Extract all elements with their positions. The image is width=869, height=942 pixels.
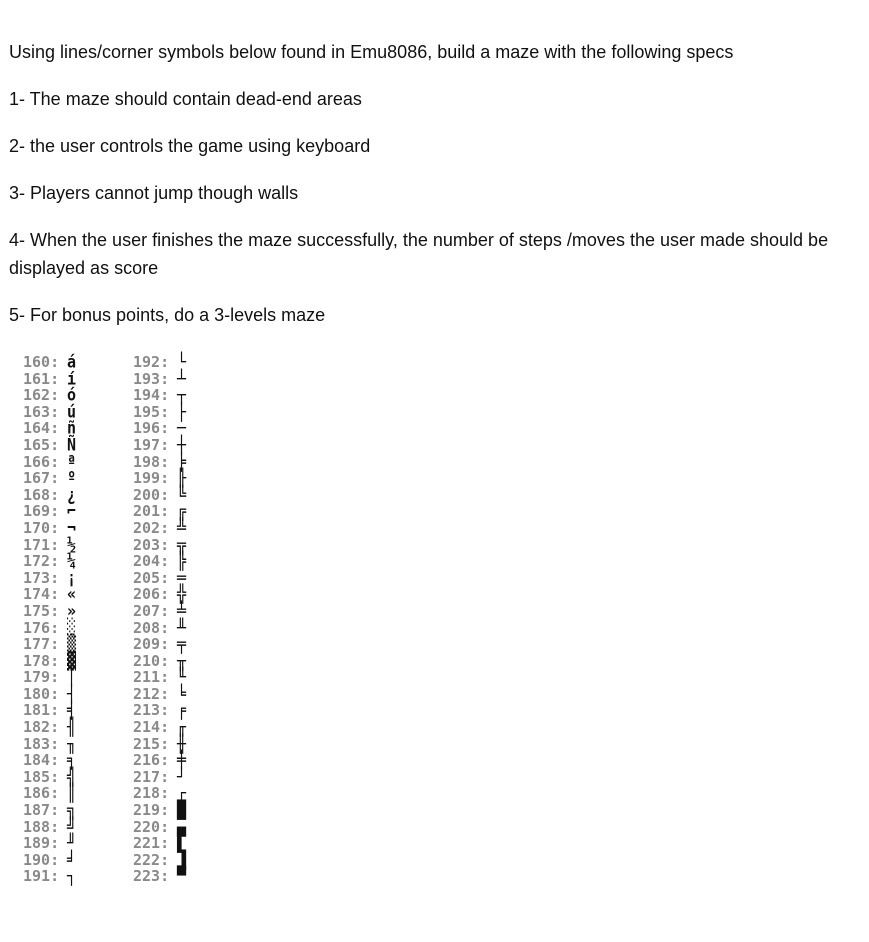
symbol-code: 213: xyxy=(133,701,170,720)
symbol-code: 215: xyxy=(133,734,170,753)
symbol-glyph: ├ xyxy=(177,401,187,423)
symbol-code: 218: xyxy=(133,784,170,803)
symbol-glyph: █ xyxy=(177,799,187,821)
symbol-code: 186: xyxy=(23,784,60,803)
symbol-code: 207: xyxy=(133,601,170,620)
symbol-row xyxy=(133,832,199,854)
symbol-row xyxy=(133,749,199,771)
symbol-code: 212: xyxy=(133,684,170,703)
symbol-glyph: ╛ xyxy=(67,849,77,871)
symbol-glyph: ╚ xyxy=(177,484,187,506)
symbol-code: 161: xyxy=(23,369,60,388)
symbol-row xyxy=(133,702,199,719)
spec-score: 4- When the user finishes the maze successfully, the number of steps /moves the user made should be displayed as score xyxy=(9,230,829,278)
symbol-code: 206: xyxy=(133,585,170,604)
symbol-code: 175: xyxy=(23,601,60,620)
symbol-row xyxy=(23,451,89,472)
spec-keyboard-control: 2- the user controls the game using keyboard xyxy=(9,136,371,156)
symbol-glyph: ┴ xyxy=(177,368,187,389)
symbol-glyph: ╤ xyxy=(177,633,187,655)
symbol-glyph: ú xyxy=(67,401,77,423)
symbol-glyph: ╜ xyxy=(67,832,77,854)
symbol-code: 177: xyxy=(23,635,60,654)
symbol-glyph: ╒ xyxy=(177,700,187,721)
symbol-code: 160: xyxy=(23,353,60,371)
symbol-row xyxy=(133,799,199,821)
symbol-code: 210: xyxy=(133,651,170,670)
symbol-glyph: ▄ xyxy=(177,816,187,837)
symbol-glyph: ╧ xyxy=(177,600,187,622)
symbol-glyph: ╦ xyxy=(177,534,187,555)
symbol-glyph: » xyxy=(67,600,77,622)
symbol-glyph: ▓ xyxy=(67,650,77,671)
symbol-code: 185: xyxy=(23,767,60,786)
symbol-glyph: └ xyxy=(177,351,187,373)
symbol-glyph: ░ xyxy=(67,617,77,638)
symbol-code: 169: xyxy=(23,502,60,521)
symbol-code: 179: xyxy=(23,668,60,687)
symbol-code: 192: xyxy=(133,353,170,371)
symbol-glyph: ñ xyxy=(67,417,77,439)
symbol-code: 220: xyxy=(133,817,170,836)
symbol-glyph: ╠ xyxy=(177,550,187,572)
symbol-row xyxy=(23,534,89,555)
symbol-glyph: ┐ xyxy=(67,866,77,887)
symbol-row xyxy=(23,868,89,885)
symbol-glyph: ╥ xyxy=(177,650,187,671)
symbol-glyph: ╓ xyxy=(177,716,187,738)
symbol-row xyxy=(133,733,199,754)
symbol-code: 196: xyxy=(133,419,170,438)
symbol-code: 172: xyxy=(23,552,60,571)
symbol-code: 167: xyxy=(23,469,60,488)
symbol-code: 208: xyxy=(133,618,170,637)
symbol-glyph: ╖ xyxy=(67,733,77,754)
symbol-row xyxy=(133,467,199,489)
symbol-glyph: ╙ xyxy=(177,666,187,688)
symbol-code: 187: xyxy=(23,801,60,820)
symbol-glyph: ╞ xyxy=(177,451,187,472)
symbol-glyph: « xyxy=(67,583,77,605)
symbol-glyph: ╩ xyxy=(177,517,187,539)
symbol-glyph: ╕ xyxy=(67,749,77,771)
symbol-row xyxy=(133,351,199,373)
symbol-row xyxy=(23,434,89,456)
symbol-glyph: ╢ xyxy=(67,716,77,738)
symbol-row xyxy=(133,534,199,555)
symbol-row xyxy=(23,417,89,439)
symbol-code: 163: xyxy=(23,402,60,421)
symbol-glyph: ⌐ xyxy=(67,500,77,522)
symbol-code: 197: xyxy=(133,435,170,454)
symbol-glyph: ─ xyxy=(177,417,187,439)
symbol-code: 223: xyxy=(133,867,170,886)
symbol-code: 199: xyxy=(133,469,170,488)
symbol-code: 194: xyxy=(133,386,170,405)
symbol-code: 211: xyxy=(133,668,170,687)
symbol-code: 202: xyxy=(133,518,170,537)
symbol-glyph: ┼ xyxy=(177,434,187,456)
symbol-row xyxy=(133,816,199,837)
symbol-row xyxy=(23,500,89,522)
symbol-code: 219: xyxy=(133,801,170,820)
symbol-glyph: ¡ xyxy=(67,567,77,589)
symbol-code: 200: xyxy=(133,485,170,504)
symbol-row xyxy=(133,633,199,655)
spec-dead-ends: 1- The maze should contain dead-end areas xyxy=(9,89,362,109)
symbol-code: 184: xyxy=(23,751,60,770)
symbol-row xyxy=(133,666,199,688)
symbol-code: 209: xyxy=(133,635,170,654)
symbol-row xyxy=(133,384,199,406)
symbol-row xyxy=(23,702,89,719)
symbol-code: 162: xyxy=(23,386,60,405)
symbol-column-left xyxy=(23,351,89,887)
symbol-glyph: ┌ xyxy=(177,783,187,804)
symbol-row xyxy=(133,417,199,439)
symbol-row xyxy=(133,868,199,885)
symbol-code: 190: xyxy=(23,850,60,869)
symbol-glyph: ╝ xyxy=(67,816,77,837)
symbol-code: 193: xyxy=(133,369,170,388)
symbol-glyph: ¿ xyxy=(67,484,77,506)
symbol-row xyxy=(23,633,89,655)
symbol-row xyxy=(23,617,89,638)
symbol-glyph: ╬ xyxy=(177,583,187,605)
symbol-glyph: ▌ xyxy=(177,832,187,854)
symbol-glyph: ▐ xyxy=(177,849,187,871)
symbol-row xyxy=(133,600,199,622)
spec-walls: 3- Players cannot jump though walls xyxy=(9,183,299,203)
symbol-row xyxy=(133,583,199,605)
symbol-glyph: ▒ xyxy=(67,633,77,655)
symbol-code: 191: xyxy=(23,867,60,886)
symbol-code: 216: xyxy=(133,751,170,770)
symbol-row xyxy=(23,799,89,821)
symbol-glyph: ╘ xyxy=(177,683,187,705)
symbol-row xyxy=(23,600,89,622)
symbol-code: 178: xyxy=(23,651,60,670)
symbol-code: 166: xyxy=(23,452,60,471)
symbol-glyph: ╟ xyxy=(177,467,187,489)
symbol-code: 217: xyxy=(133,767,170,786)
symbol-row xyxy=(133,716,199,738)
symbol-code: 201: xyxy=(133,502,170,521)
symbol-glyph: │ xyxy=(67,666,77,688)
symbol-row xyxy=(133,550,199,572)
symbol-code: 180: xyxy=(23,684,60,703)
symbol-glyph: ╡ xyxy=(67,700,77,721)
symbol-row xyxy=(23,550,89,572)
symbol-code: 195: xyxy=(133,402,170,421)
intro-paragraph: Using lines/corner symbols below found in Emu8086, build a maze with the following specs xyxy=(9,42,734,62)
symbol-code: 171: xyxy=(23,535,60,554)
symbol-row xyxy=(133,451,199,472)
symbol-row xyxy=(23,749,89,771)
symbol-code: 183: xyxy=(23,734,60,753)
spec-bonus-levels: 5- For bonus points, do a 3-levels maze xyxy=(9,305,326,325)
symbol-glyph: ó xyxy=(67,384,77,406)
symbol-code: 198: xyxy=(133,452,170,471)
symbol-glyph: ▀ xyxy=(177,866,187,887)
symbol-glyph: º xyxy=(67,467,77,489)
symbol-code: 221: xyxy=(133,834,170,853)
symbol-glyph: ═ xyxy=(177,567,187,589)
symbol-row xyxy=(23,384,89,406)
symbol-code: 222: xyxy=(133,850,170,869)
symbol-column-right xyxy=(133,351,199,887)
symbol-glyph: ┤ xyxy=(67,683,77,705)
symbol-code: 165: xyxy=(23,435,60,454)
symbol-code: 203: xyxy=(133,535,170,554)
document-body xyxy=(9,38,859,348)
symbol-code: 214: xyxy=(133,718,170,737)
symbol-code: 205: xyxy=(133,568,170,587)
symbol-code: 204: xyxy=(133,552,170,571)
symbol-glyph: ╨ xyxy=(177,617,187,638)
symbol-row xyxy=(23,816,89,837)
symbol-glyph: ╫ xyxy=(177,733,187,754)
symbol-code: 176: xyxy=(23,618,60,637)
symbol-row xyxy=(23,785,89,802)
symbol-glyph: ║ xyxy=(67,783,77,804)
symbol-row xyxy=(23,716,89,738)
symbol-code: 188: xyxy=(23,817,60,836)
symbol-row xyxy=(23,517,89,539)
symbol-glyph: Ñ xyxy=(67,434,77,456)
symbol-glyph: ½ xyxy=(67,534,77,555)
symbol-row xyxy=(133,517,199,539)
symbol-code: 173: xyxy=(23,568,60,587)
symbol-glyph: ╗ xyxy=(67,799,77,821)
symbol-row xyxy=(133,785,199,802)
symbol-code: 170: xyxy=(23,518,60,537)
symbol-row xyxy=(23,467,89,489)
symbol-code: 174: xyxy=(23,585,60,604)
symbol-code: 164: xyxy=(23,419,60,438)
symbol-glyph: á xyxy=(67,351,77,373)
symbol-glyph: í xyxy=(67,368,77,389)
symbol-row xyxy=(133,617,199,638)
symbol-glyph: ª xyxy=(67,451,77,472)
symbol-code: 168: xyxy=(23,485,60,504)
symbol-row xyxy=(23,733,89,754)
symbol-code: 181: xyxy=(23,701,60,720)
symbol-row xyxy=(23,583,89,605)
symbol-row xyxy=(133,368,199,389)
symbol-row xyxy=(23,351,89,373)
symbol-glyph: ╪ xyxy=(177,749,187,771)
symbol-row xyxy=(23,832,89,854)
symbol-row xyxy=(23,368,89,389)
symbol-row xyxy=(133,434,199,456)
symbol-code: 189: xyxy=(23,834,60,853)
symbol-glyph: ¬ xyxy=(67,517,77,539)
symbol-glyph: ┘ xyxy=(177,766,187,788)
symbol-row xyxy=(23,666,89,688)
symbol-glyph: ¼ xyxy=(67,550,77,572)
symbol-code: 182: xyxy=(23,718,60,737)
symbol-glyph: ┬ xyxy=(177,384,187,406)
symbol-glyph: ╔ xyxy=(177,500,187,522)
symbol-glyph: ╣ xyxy=(67,766,77,788)
symbol-row xyxy=(133,500,199,522)
